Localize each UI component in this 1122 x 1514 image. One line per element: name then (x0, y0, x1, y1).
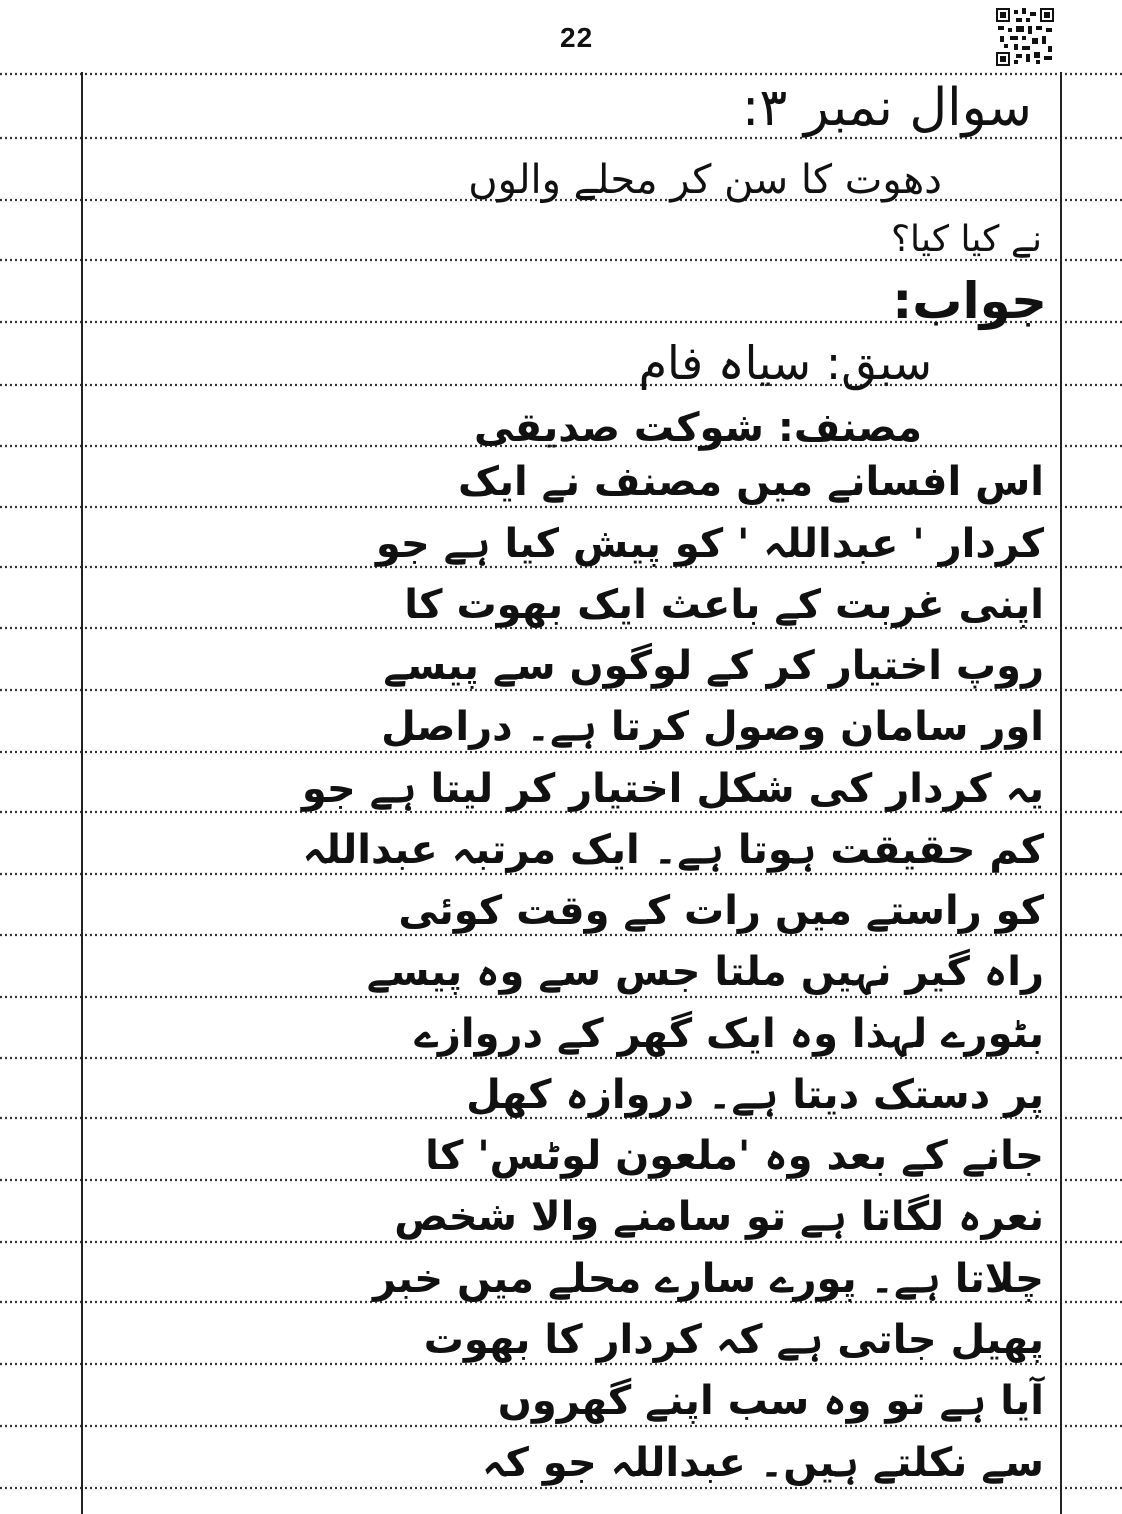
question-text-line-2: نے کیا کیا؟ (890, 219, 1042, 260)
answer-line-3: اپنی غربت کے باعث ایک بھوت کا (404, 582, 1044, 628)
lesson-title: سبق: سیاہ فام (638, 336, 932, 390)
right-margin-line (1060, 72, 1062, 1514)
answer-line-16: آیا ہے تو وہ سب اپنے گھروں (497, 1378, 1044, 1424)
author-name: مصنف: شوکت صدیقی (473, 405, 922, 451)
answer-line-1: اس افسانے میں مصنف نے ایک (458, 459, 1044, 505)
question-text-line-1: دھوت کا سن کر محلے والوں (468, 157, 942, 203)
answer-line-17: سے نکلتے ہیں۔ عبداللہ جو کہ (482, 1440, 1044, 1486)
answer-line-12: جانے کے بعد وہ 'ملعون لوٹس' کا (425, 1133, 1044, 1179)
answer-label: جواب: (892, 272, 1047, 330)
answer-line-10: بٹورے لہذا وہ ایک گھر کے دروازے (414, 1011, 1044, 1057)
answer-line-9: راہ گیر نہیں ملتا جس سے وہ پیسے (366, 949, 1044, 995)
answer-line-4: روپ اختیار کر کے لوگوں سے پیسے (383, 643, 1044, 689)
answer-line-15: پھیل جاتی ہے کہ کردار کا بھوت (423, 1317, 1044, 1363)
left-margin-line (81, 72, 83, 1514)
answer-line-13: نعرہ لگاتا ہے تو سامنے والا شخص (394, 1194, 1044, 1240)
page-number: 22 (560, 22, 594, 53)
qr-code-icon (996, 8, 1054, 66)
answer-line-11: پر دستک دیتا ہے۔ دروازہ کھل (466, 1072, 1044, 1118)
answer-line-6: یہ کردار کی شکل اختیار کر لیتا ہے جو (301, 766, 1044, 812)
answer-line-5: اور سامان وصول کرتا ہے۔ دراصل (381, 704, 1044, 750)
answer-line-14: چلاتا ہے۔ پورے سارے محلے میں خبر (373, 1256, 1044, 1302)
answer-line-7: کم حقیقت ہوتا ہے۔ ایک مرتبہ عبداللہ (302, 827, 1044, 873)
answer-line-8: کو راستے میں رات کے وقت کوئی (398, 888, 1044, 934)
question-title: سوال نمبر ۳: (741, 78, 1032, 138)
answer-line-2: کردار ' عبداللہ ' کو پیش کیا ہے جو (375, 521, 1044, 567)
